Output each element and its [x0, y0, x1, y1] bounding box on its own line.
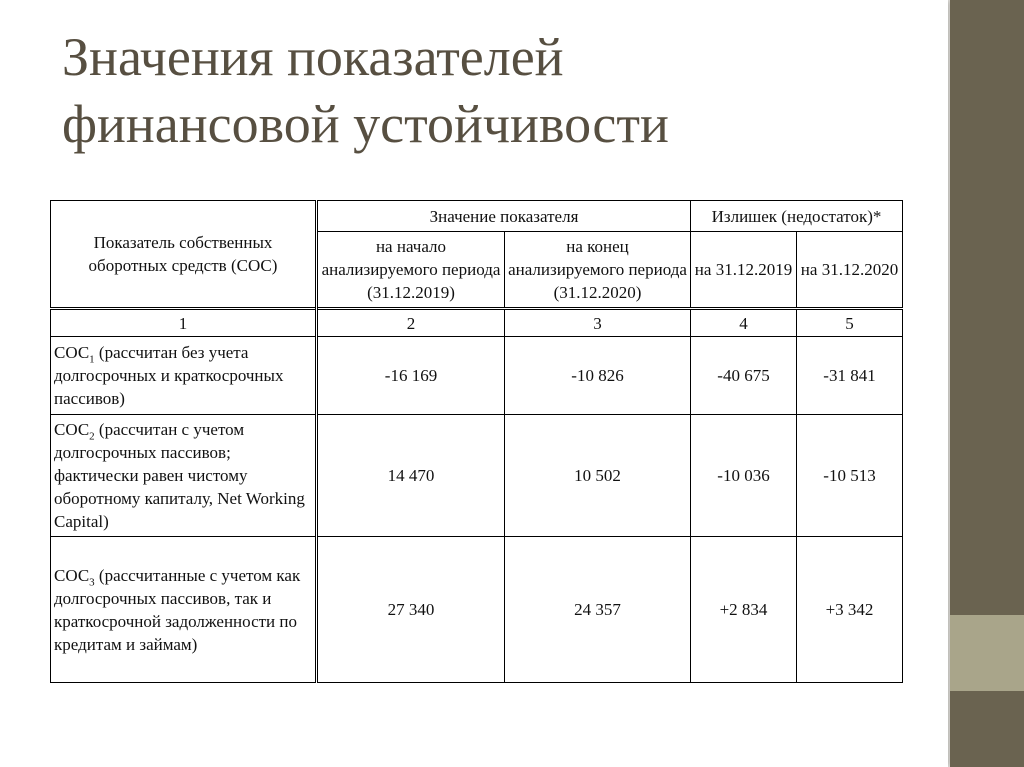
surplus-2020: -31 841: [797, 337, 903, 415]
header-surplus-2020: на 31.12.2020: [797, 232, 903, 309]
surplus-2019: -40 675: [691, 337, 797, 415]
header-value-end: на конец анализируемого периода (31.12.2020): [505, 232, 691, 309]
surplus-2019: -10 036: [691, 415, 797, 537]
value-end: 10 502: [505, 415, 691, 537]
header-surplus-group: Излишек (недостаток)*: [691, 201, 903, 232]
value-end: -10 826: [505, 337, 691, 415]
surplus-2019: +2 834: [691, 537, 797, 683]
column-number: 4: [691, 309, 797, 337]
table-row: [51, 415, 903, 537]
value-start: 14 470: [317, 415, 505, 537]
header-indicator: Показатель собственных оборотных средств (СОС): [51, 201, 317, 309]
value-end: 24 357: [505, 537, 691, 683]
value-start: -16 169: [317, 337, 505, 415]
column-number: 2: [317, 309, 505, 337]
row-indicator-sos3: $СОС_3$ (рассчитанные с учетом как долгосрочных пассивов, так и краткосрочной задолженности по кредитам и займам): [51, 537, 317, 683]
row-indicator-sos2: $СОС_2$ (рассчитан с учетом долгосрочных пассивов; фактически равен чистому оборотному капиталу, Net Working Capital): [51, 415, 317, 537]
table-row: [51, 337, 903, 415]
column-number: 1: [51, 309, 317, 337]
header-value-group: Значение показателя: [317, 201, 691, 232]
row-indicator-sos1: $СОС_1$ (рассчитан без учета долгосрочных и краткосрочных пассивов): [51, 337, 317, 415]
title-line-1: Значения показателей: [62, 27, 564, 87]
decorative-side-accent: [950, 615, 1024, 691]
financial-stability-table: [50, 200, 903, 683]
slide-title: [62, 24, 922, 158]
surplus-2020: +3 342: [797, 537, 903, 683]
value-start: 27 340: [317, 537, 505, 683]
column-number: 5: [797, 309, 903, 337]
header-surplus-2019: на 31.12.2019: [691, 232, 797, 309]
title-line-2: финансовой устойчивости: [62, 94, 669, 154]
column-number: 3: [505, 309, 691, 337]
table-row: [51, 537, 903, 683]
header-value-start: на начало анализируемого периода (31.12.2019): [317, 232, 505, 309]
surplus-2020: -10 513: [797, 415, 903, 537]
